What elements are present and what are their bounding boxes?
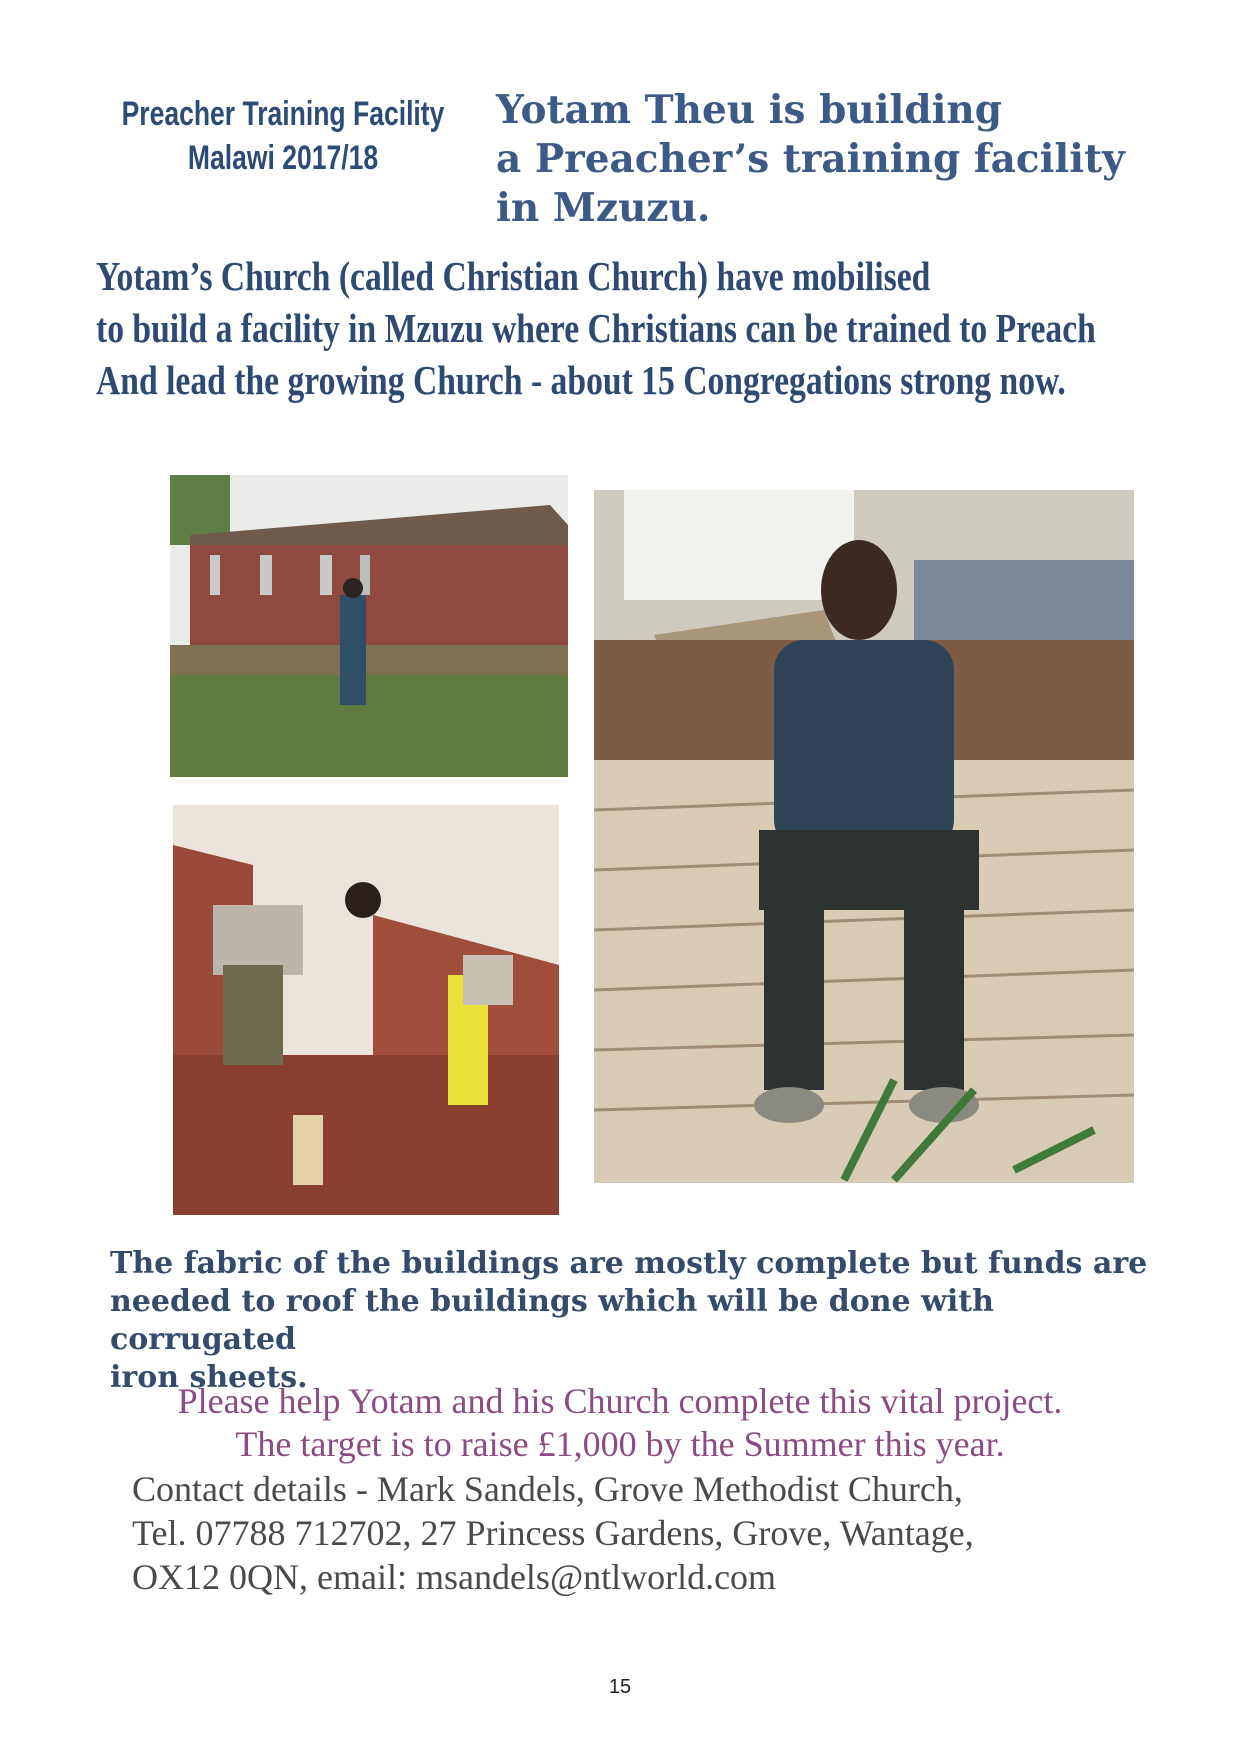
fabric-paragraph: [110, 1245, 1150, 1397]
facility-title-line1: Preacher Training Facility: [121, 95, 445, 133]
intro-line2: to build a facility in Mzuzu where Christians can be trained to Preach: [96, 305, 1096, 351]
contact-line3: OX12 0QN, email: msandels@ntlworld.com: [132, 1557, 777, 1597]
photo-brick-workers: [173, 805, 559, 1215]
fabric-line1: The fabric of the buildings are mostly complete but funds are: [110, 1246, 1148, 1281]
contact-line2: Tel. 07788 712702, 27 Princess Gardens, Grove, Wantage,: [132, 1513, 974, 1553]
fabric-line3: iron sheets.: [110, 1360, 308, 1395]
headline-line3: in Mzuzu.: [496, 185, 711, 231]
fabric-line2: needed to roof the buildings which will be done with corrugated: [110, 1284, 994, 1357]
contact-details: [132, 1467, 1212, 1599]
photo-building-site: [170, 475, 568, 777]
intro-line3: And lead the growing Church - about 15 Congregations strong now.: [96, 357, 1066, 403]
appeal-line1: Please help Yotam and his Church complete this vital project.: [177, 1381, 1063, 1421]
appeal-line2: The target is to raise £1,000 by the Summer this year.: [235, 1424, 1005, 1464]
headline: [496, 86, 1216, 233]
photo-yotam-seated: [594, 490, 1134, 1183]
headline-line1: Yotam Theu is building: [496, 87, 1003, 133]
intro-paragraph: [96, 250, 1228, 406]
facility-title-line2: Malawi 2017/18: [187, 139, 379, 177]
headline-line2: a Preacher’s training facility: [496, 136, 1125, 182]
page-number: 15: [608, 1676, 632, 1698]
intro-line1: Yotam’s Church (called Christian Church) have mobilised: [96, 253, 931, 299]
contact-line1: Contact details - Mark Sandels, Grove Methodist Church,: [132, 1469, 963, 1509]
facility-title: [88, 92, 478, 180]
appeal-text: [100, 1380, 1140, 1466]
